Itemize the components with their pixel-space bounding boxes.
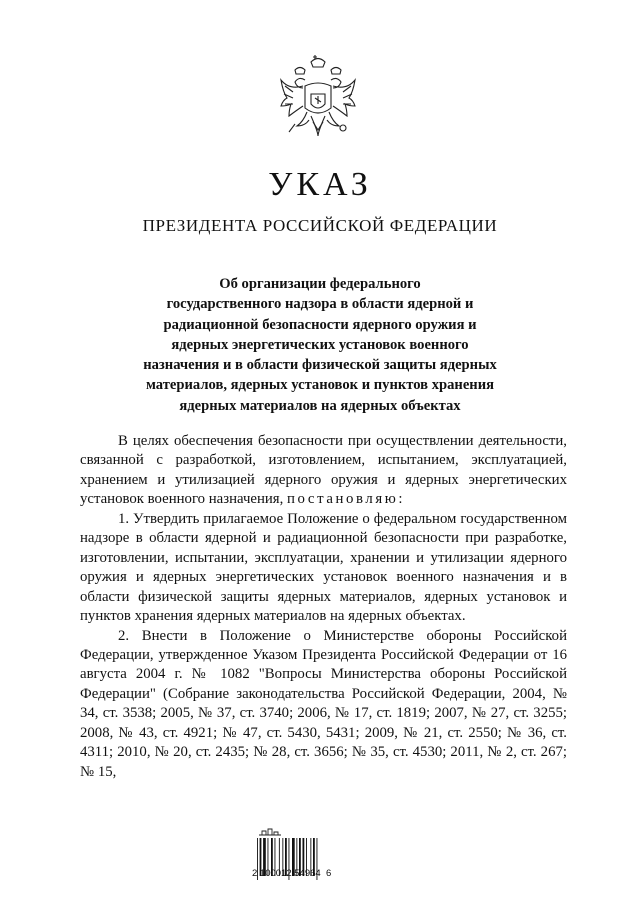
document-type-heading: УКАЗ <box>268 166 372 203</box>
item-2-paragraph: 2. Внести в Положение о Министерстве обороны Российской Федерации, утвержденное Указом Президента Российской Федерации от 16 августа 2004 г. № 1082 "Вопросы Министерства обороны Российской Федерации" (Собрание законодательства Российской Федерации, 2004, № 34, ст. 3538; 2005, № 37, ст. 3740; 2006, № 17, ст. 1819; 2007, № 27, ст. 3255; 2008, № 43, ст. 4921; № 47, ст. 5430, 5431; 2009, № 21, ст. 2550; № 36, ст. 4311; 2010, № 20, ст. 2435; № 28, ст. 3656; № 35, ст. 4530; 2011, № 2, ст. 267; № 15, <box>80 627 567 780</box>
title-line: государственного надзора в области ядерной и <box>166 296 474 313</box>
coat-of-arms-emblem <box>275 52 361 152</box>
item-1-paragraph: 1. Утвердить прилагаемое Положение о федеральном государственном надзоре в области ядерной и радиационной безопасности при разработке, изготовлении, испытании, эксплуатации, хранении и утилизации ядерного оружия и ядерных энергетических установок военного назначения и в области физической защиты ядерных материалов, ядерных установок и пунктов хранения ядерных материалов на ядерных объектах. <box>80 510 567 625</box>
barcode-number: 2 100012 54964 6 <box>252 868 332 879</box>
decree-word: постановляю: <box>287 491 406 508</box>
printer-mark-icon <box>258 826 282 836</box>
title-line: ядерных материалов на ядерных объектах <box>179 397 461 414</box>
title-line: ядерных энергетических установок военного <box>171 336 469 353</box>
document-title <box>120 274 520 416</box>
intro-text: В целях обеспечения безопасности при осуществлении деятельности, связанной с разработкой, изготовлением, испытанием, эксплуатацией, хранением и утилизацией ядерного оружия и ядерных энергетических установок военного назначения, <box>80 433 567 508</box>
title-line: материалов, ядерных установок и пунктов хранения <box>145 377 495 394</box>
title-line: назначения и в области физической защиты ядерных <box>143 357 497 374</box>
issuer-heading: ПРЕЗИДЕНТА РОССИЙСКОЙ ФЕДЕРАЦИИ <box>142 216 498 235</box>
intro-paragraph <box>80 432 567 510</box>
document-body <box>80 432 567 782</box>
title-line: Об организации федерального <box>219 276 421 292</box>
title-line: радиационной безопасности ядерного оружия и <box>163 316 477 333</box>
